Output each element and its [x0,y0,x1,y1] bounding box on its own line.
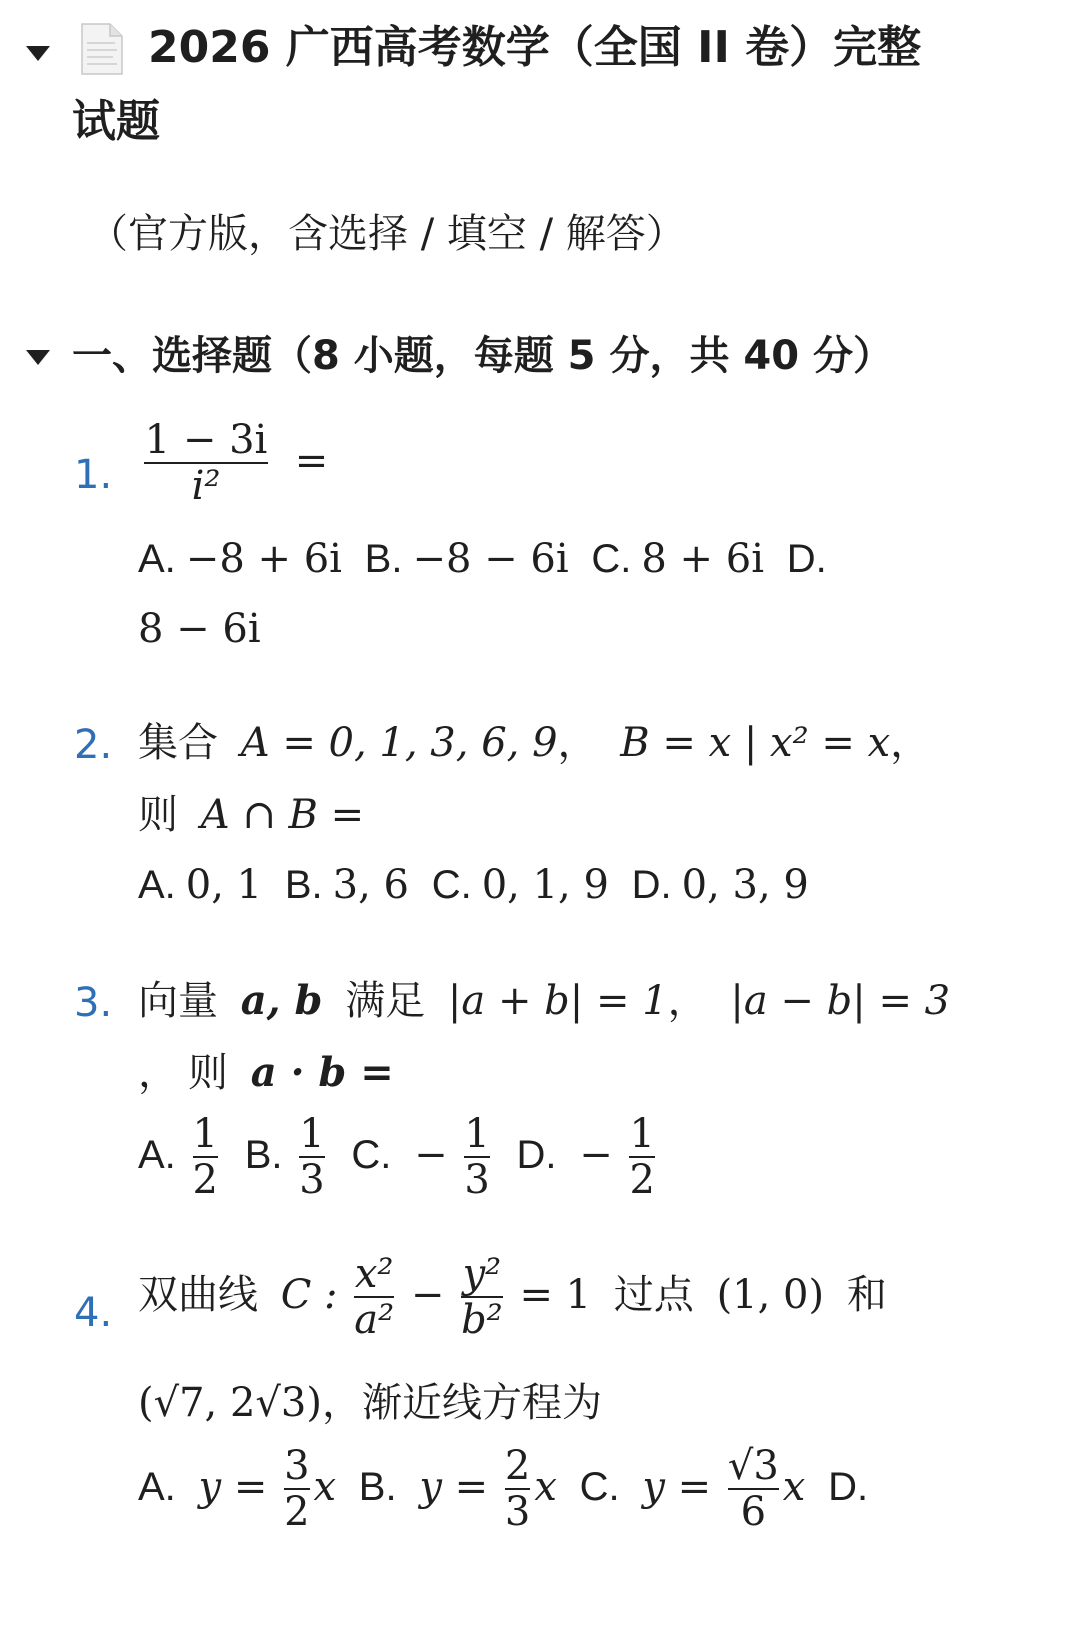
page-title-cont: 试题 [72,96,160,147]
question-4-stem: 双曲线 C : $\frac{\text{x²}}{\text{a²}}$ − $\frac{\text{y²}}{\text{b²}}$ = 1 过点 (1, 0) 和 [138,1251,887,1343]
question-number: 1. [74,452,113,498]
question-2-stem-cont: 则 A ∩ B = [138,792,365,838]
question-1-stem: $\frac{1 - 3i}{\text{i²}}$ = [144,417,329,509]
collapse-toggle-title[interactable] [26,46,50,61]
section-title: 一、选择题（8 小题，每题 5 分，共 40 分） [72,333,893,379]
question-2-stem: 集合 A = 0, 1, 3, 6, 9， B = x | x² = x， [138,720,931,766]
fraction-numerator: 1 − 3i [144,417,268,463]
question-number: 4. [74,1290,113,1336]
question-2-options: A. 0, 1 B. 3, 6 C. 0, 1, 9 D. 0, 3, 9 [138,862,809,908]
question-4-stem-cont: (√7, 2√3)，渐近线方程为 [138,1380,602,1426]
subtitle: （官方版，含选择 / 填空 / 解答） [88,211,686,257]
document-icon [78,22,126,76]
question-number: 2. [74,722,113,768]
question-4-options: A. y = $\frac{3}{2}$ x B. y = $\frac{2}{3}$ x C. y = $\frac{√3}{6}$ x D. [138,1443,869,1535]
question-3-stem-cont: ， 则 a · b = [138,1049,394,1096]
question-1-option-d: 8 − 6i [138,606,261,652]
page-title: 2026 广西高考数学（全国 II 卷）完整 [148,22,922,73]
question-1-options: A. −8 + 6i B. −8 − 6i C. 8 + 6i D. [138,536,827,582]
question-3-options: A. $\frac{1}{2}$ B. $\frac{1}{3}$ C. − $\frac{1}{3}$ D. − $\frac{1}{2}$ [138,1111,655,1203]
question-3-stem: 向量 a, b 满足 |a + b| = 1， |a − b| = 3 [138,977,951,1024]
fraction-denominator: i² [191,463,221,509]
question-number: 3. [74,980,113,1026]
collapse-toggle-section[interactable] [26,350,50,365]
